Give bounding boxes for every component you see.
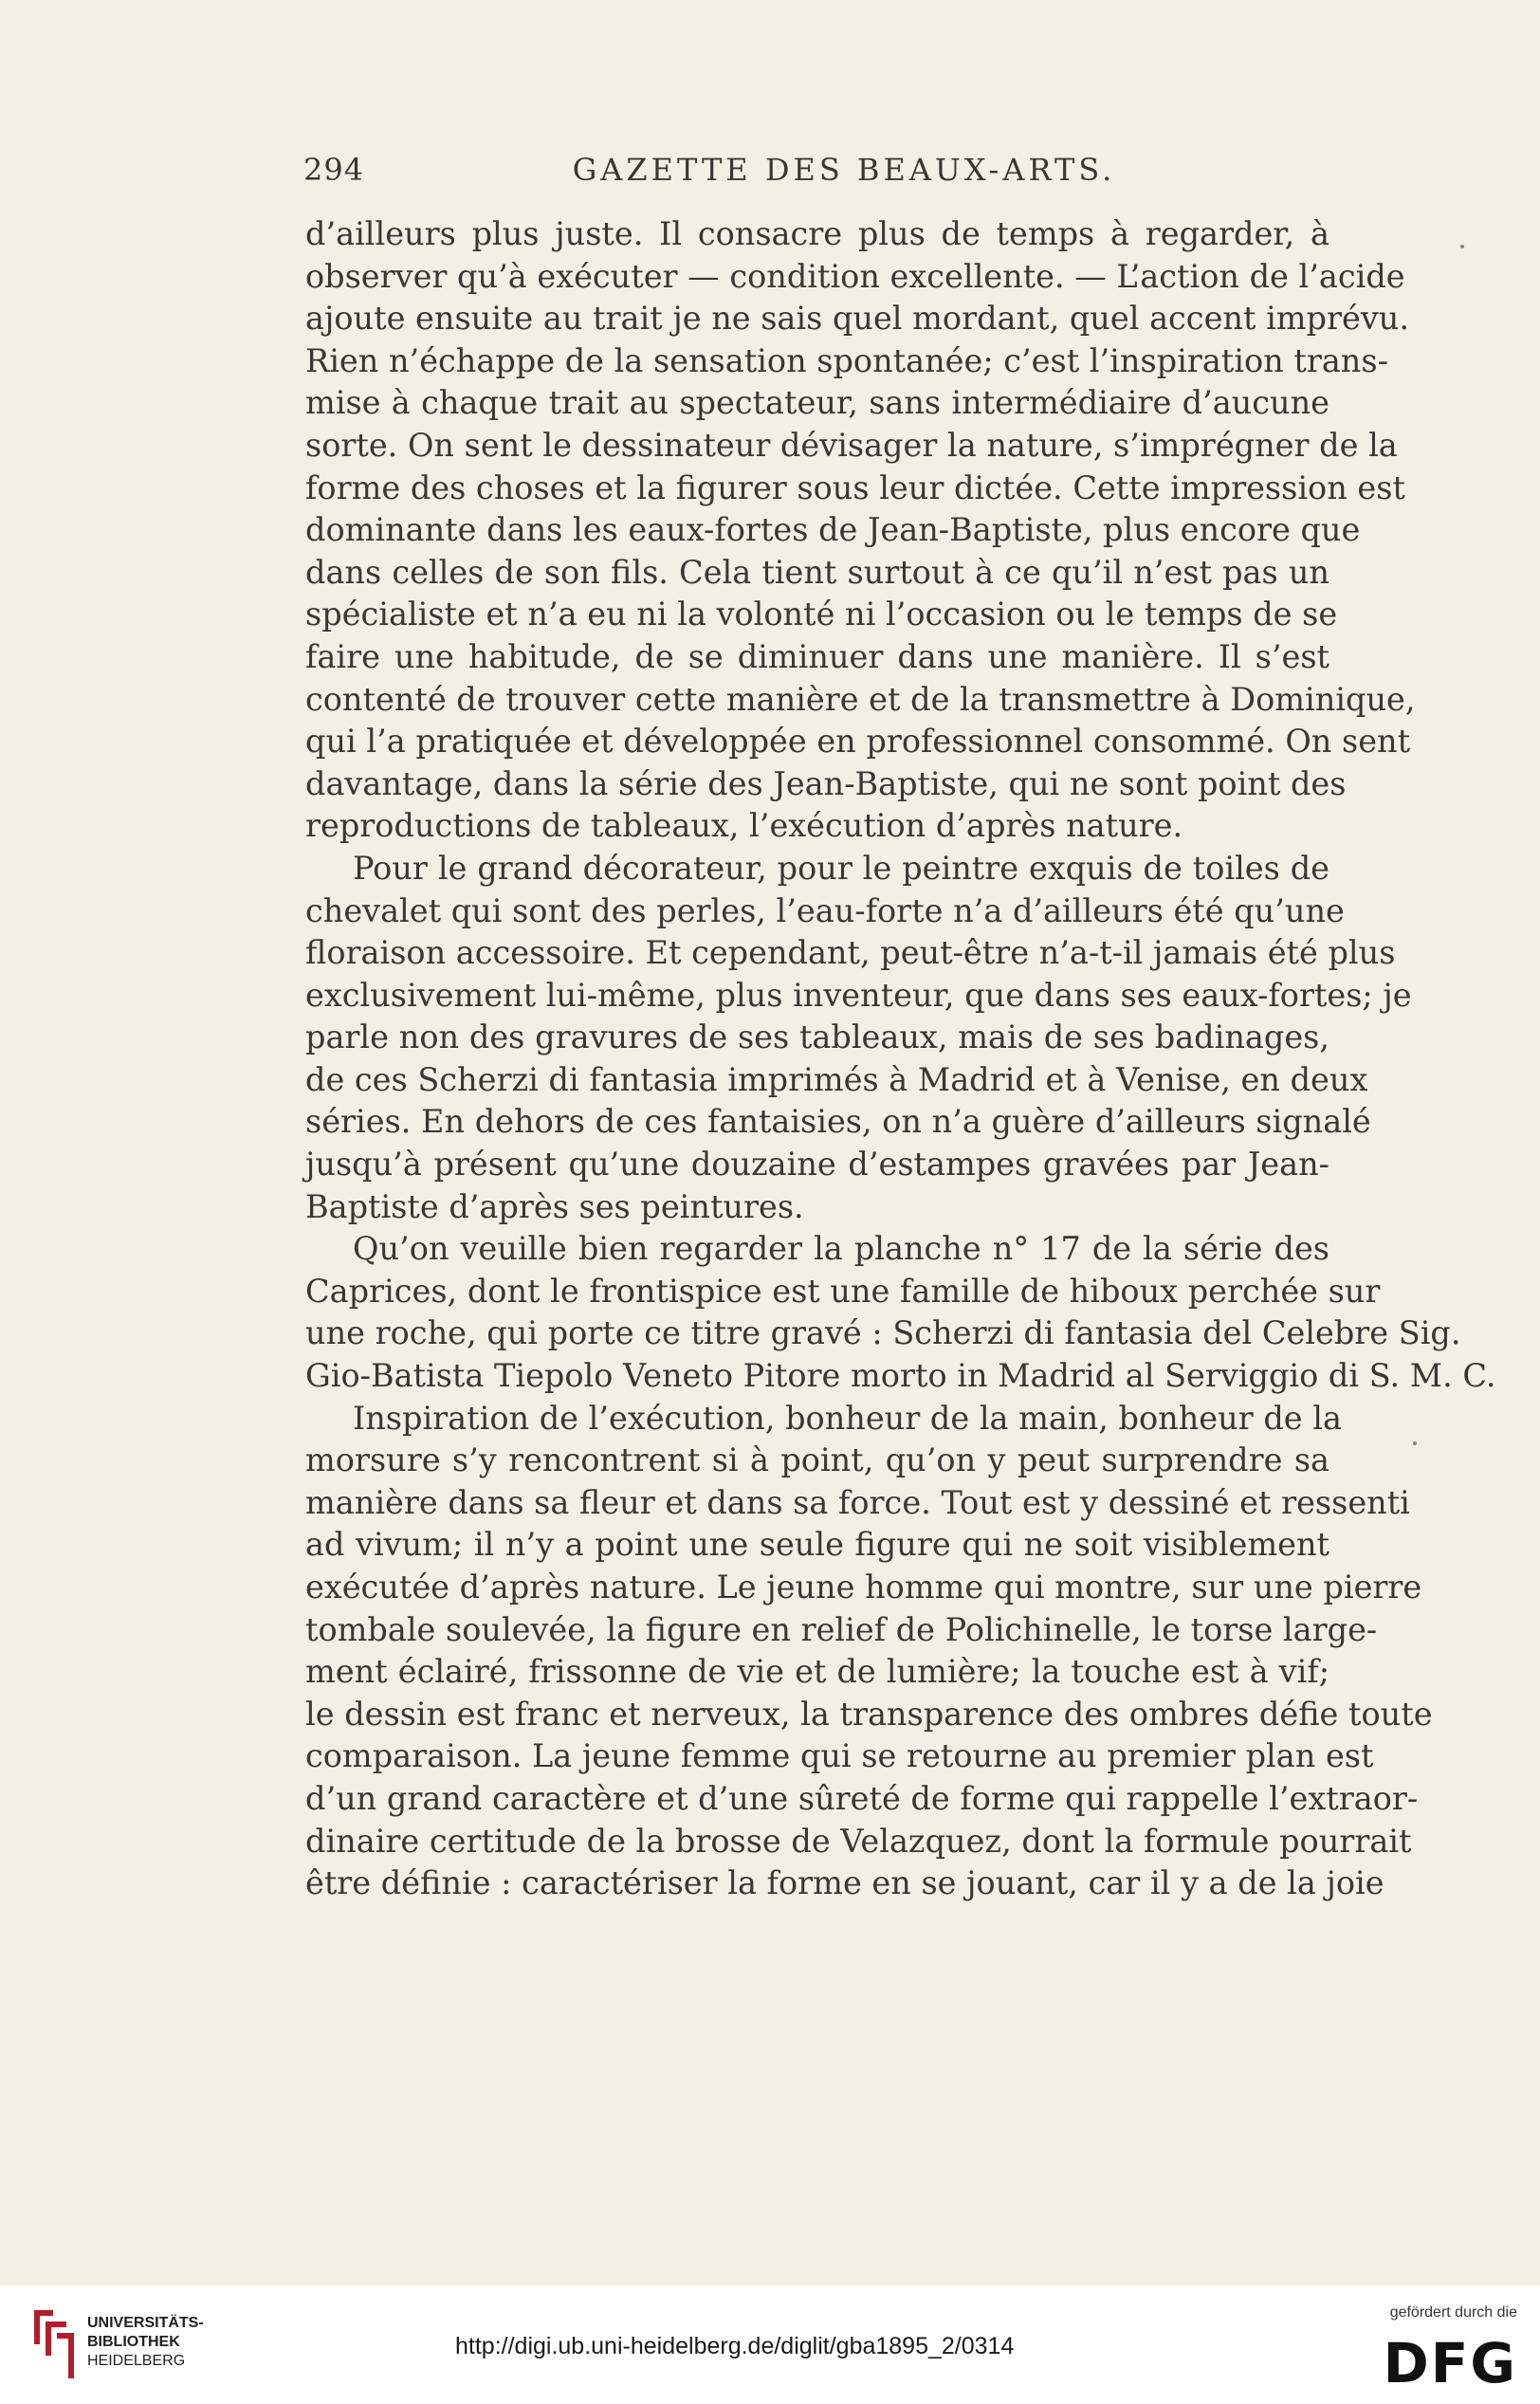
text-line: parle non des gravures de ses tableaux, mais de ses badinages, bbox=[305, 1018, 1329, 1056]
text-line: ajoute ensuite au trait je ne sais quel mordant, quel accent imprévu. bbox=[305, 300, 1409, 338]
text-line: être définie : caractériser la forme en se jouant, car il y a de la joie bbox=[305, 1864, 1384, 1902]
text-line: d’ailleurs plus juste. Il consacre plus de temps à regarder, à bbox=[305, 215, 1329, 252]
text-line: sorte. On sent le dessinateur dévisager la nature, s’imprégner de la bbox=[305, 426, 1398, 464]
text-line: Qu’on veuille bien regarder la planche n° 17 de la série des bbox=[353, 1230, 1329, 1268]
text-line: Baptiste d’après ses peintures. bbox=[305, 1187, 804, 1225]
library-name bbox=[87, 2314, 204, 2371]
text-line: le dessin est franc et nerveux, la transparence des ombres défie toute bbox=[305, 1695, 1433, 1733]
dfg-logo: DFG bbox=[1383, 2331, 1517, 2395]
text-line: ad vivum; il n’y a point une seule figure qui ne soit visiblement bbox=[305, 1526, 1329, 1564]
funding-note: gefördert durch die bbox=[1389, 2304, 1517, 2321]
footer-bar bbox=[0, 2285, 1540, 2404]
library-logo-icon bbox=[28, 2306, 78, 2382]
page-header bbox=[303, 152, 1328, 199]
margin-speck bbox=[1460, 245, 1464, 248]
text-line: faire une habitude, de se diminuer dans une manière. Il s’est bbox=[305, 637, 1329, 675]
text-line: mise à chaque trait au spectateur, sans intermédiaire d’aucune bbox=[305, 384, 1329, 422]
running-title: GAZETTE DES BEAUX-ARTS. bbox=[572, 152, 1116, 188]
text-line: davantage, dans la série des Jean-Baptiste, qui ne sont point des bbox=[305, 764, 1347, 802]
text-line: Rien n’échappe de la sensation spontanée; c’est l’inspiration trans- bbox=[305, 341, 1388, 379]
text-line: floraison accessoire. Et cependant, peut-être n’a-t-il jamais été plus bbox=[305, 934, 1396, 972]
library-name-line: UNIVERSITÄTS- bbox=[87, 2315, 204, 2331]
text-line: exécutée d’après nature. Le jeune homme qui montre, sur une pierre bbox=[305, 1569, 1422, 1606]
text-line: Caprices, dont le frontispice est une famille de hiboux perchée sur bbox=[305, 1272, 1381, 1310]
text-line: morsure s’y rencontrent si à point, qu’on y peut surprendre sa bbox=[305, 1441, 1329, 1479]
text-line: forme des choses et la figurer sous leur dictée. Cette impression est bbox=[305, 468, 1405, 506]
paragraph bbox=[305, 848, 1412, 1228]
text-line: jusqu’à présent qu’une douzaine d’estampes gravées par Jean- bbox=[305, 1146, 1329, 1184]
page-number: 294 bbox=[303, 152, 365, 188]
text-line: dinaire certitude de la brosse de Velazquez, dont la formule pourrait bbox=[305, 1822, 1412, 1860]
source-url-link[interactable]: http://digi.ub.uni-heidelberg.de/diglit/gba1895_2/0314 bbox=[455, 2333, 1015, 2359]
text-line: observer qu’à exécuter — condition excellente. — L’action de l’acide bbox=[305, 257, 1405, 295]
text-line: de ces Scherzi di fantasia imprimés à Madrid et à Venise, en deux bbox=[305, 1060, 1368, 1098]
text-line: comparaison. La jeune femme qui se retourne au premier plan est bbox=[305, 1737, 1374, 1775]
text-line: contenté de trouver cette manière et de la transmettre à Dominique, bbox=[305, 680, 1416, 718]
paragraph bbox=[305, 213, 1416, 848]
text-line: d’un grand caractère et d’une sûreté de forme qui rappelle l’extraor- bbox=[305, 1779, 1419, 1817]
text-line: dominante dans les eaux-fortes de Jean-Baptiste, plus encore que bbox=[305, 511, 1361, 549]
text-line: ment éclairé, frissonne de vie et de lumière; la touche est à vif; bbox=[305, 1653, 1329, 1691]
text-line: dans celles de son fils. Cela tient surtout à ce qu’il n’est pas un bbox=[305, 553, 1329, 591]
text-line: une roche, qui porte ce titre gravé : Scherzi di fantasia del Celebre Sig. bbox=[305, 1314, 1461, 1352]
text-line: chevalet qui sont des perles, l’eau-forte n’a d’ailleurs été qu’une bbox=[305, 891, 1345, 929]
library-name-line: HEIDELBERG bbox=[87, 2353, 186, 2369]
text-line: Pour le grand décorateur, pour le peintre exquis de toiles de bbox=[353, 849, 1329, 887]
paragraph bbox=[305, 1228, 1496, 1397]
body-text bbox=[305, 213, 1496, 1905]
text-line: séries. En dehors de ces fantaisies, on n’a guère d’ailleurs signalé bbox=[305, 1103, 1371, 1141]
text-line: Inspiration de l’exécution, bonheur de la main, bonheur de la bbox=[353, 1399, 1342, 1437]
margin-speck bbox=[1413, 1441, 1417, 1445]
text-line: manière dans sa fleur et dans sa force. Tout est y dessiné et ressenti bbox=[305, 1483, 1410, 1521]
library-name-line: BIBLIOTHEK bbox=[87, 2334, 180, 2350]
text-line: reproductions de tableaux, l’exécution d’après nature. bbox=[305, 807, 1183, 845]
text-line: spécialiste et n’a eu ni la volonté ni l’occasion ou le temps de se bbox=[305, 596, 1338, 633]
text-line: Gio-Batista Tiepolo Veneto Pitore morto in Madrid al Serviggio di S. M. C. bbox=[305, 1357, 1496, 1395]
text-line: tombale soulevée, la figure en relief de Polichinelle, le torse large- bbox=[305, 1610, 1378, 1648]
text-line: exclusivement lui-même, plus inventeur, que dans ses eaux-fortes; je bbox=[305, 976, 1412, 1014]
paragraph bbox=[305, 1398, 1433, 1905]
text-line: qui l’a pratiquée et développée en professionnel consommé. On sent bbox=[305, 723, 1411, 761]
